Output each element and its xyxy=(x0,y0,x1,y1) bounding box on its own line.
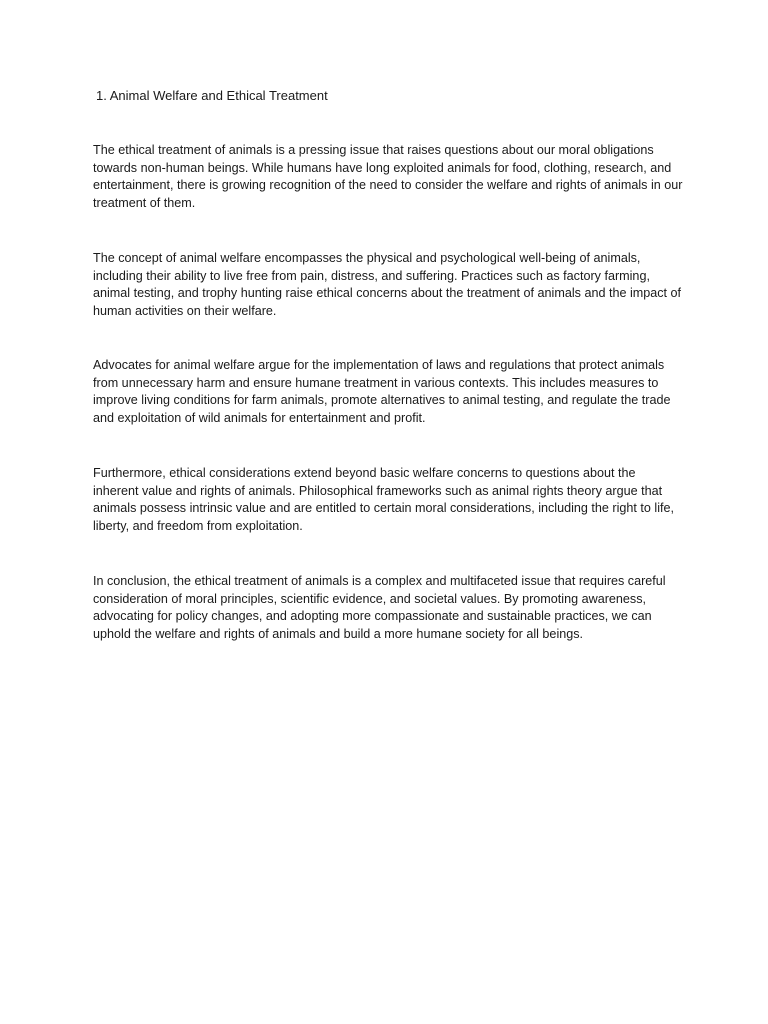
paragraph-conclusion: In conclusion, the ethical treatment of animals is a complex and multifaceted issue that requires careful consideration of moral principles, scientific evidence, and societal values. By promoting awareness, advocating for policy changes, and adopting more compassionate and sustainable practices, we can uphold the welfare and rights of animals and build a more humane society for all beings. xyxy=(93,574,666,642)
paragraph-animal-welfare-concept: The concept of animal welfare encompasses the physical and psychological well-being of animals, including their ability to live free from pain, distress, and suffering. Practices such as factory farming, animal testing, and trophy hunting raise ethical concerns about the treatment of animals and the impact of human activities on their welfare. xyxy=(93,251,682,319)
paragraph-advocates: Advocates for animal welfare argue for the implementation of laws and regulations that protect animals from unnecessary harm and ensure humane treatment in various contexts. This includes measures to improve living conditions for farm animals, promote alternatives to animal testing, and regulate the trade and exploitation of wild animals for entertainment and profit. xyxy=(93,358,671,426)
paragraph-introduction: The ethical treatment of animals is a pressing issue that raises questions about our moral obligations towards non-human beings. While humans have long exploited animals for food, clothing, research, and entertainment, there is growing recognition of the need to consider the welfare and rights of animals in our treatment of them. xyxy=(93,143,683,211)
paragraph-ethical-considerations: Furthermore, ethical considerations extend beyond basic welfare concerns to questions about the inherent value and rights of animals. Philosophical frameworks such as animal rights theory argue that animals possess intrinsic value and are entitled to certain moral considerations, including the right to life, liberty, and freedom from exploitation. xyxy=(93,466,675,534)
section-heading: 1. Animal Welfare and Ethical Treatment xyxy=(96,88,328,103)
